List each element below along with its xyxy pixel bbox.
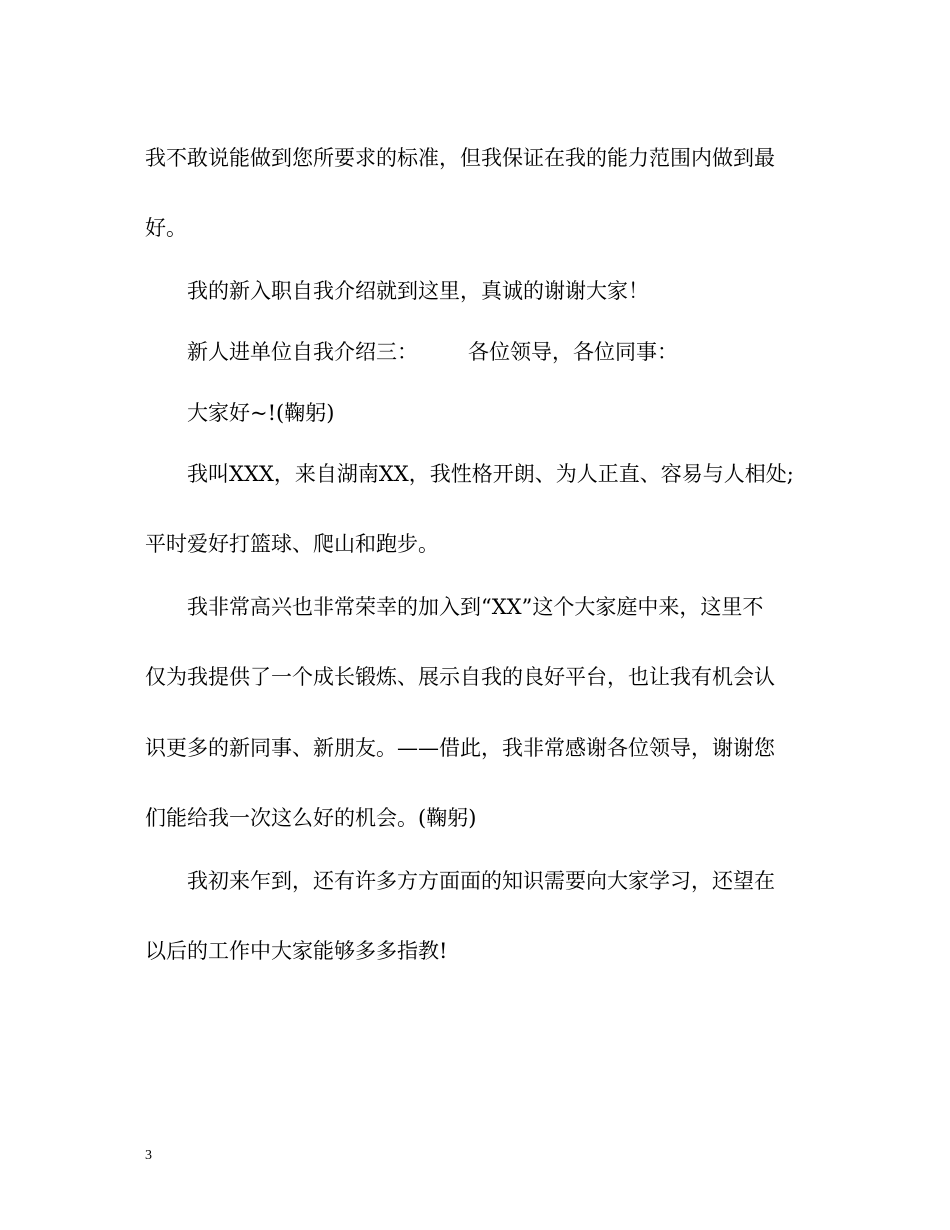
greeting-salutation: 各位领导，各位同事：: [468, 340, 678, 364]
paragraph-line: 们能给我一次这么好的机会。(鞠躬): [145, 806, 477, 830]
paragraph-line: 以后的工作中大家能够多多指教!: [145, 939, 448, 963]
page-number: 3: [145, 1148, 152, 1163]
paragraph-line: 我初来乍到，还有许多方方面面的知识需要向大家学习，还望在: [187, 869, 775, 893]
paragraph-line: 仅为我提供了一个成长锻炼、展示自我的良好平台，也让我有机会认: [145, 665, 775, 689]
section-heading: 新人进单位自我介绍三：: [187, 340, 418, 364]
paragraph-line: 我的新入职自我介绍就到这里，真诚的谢谢大家！: [187, 279, 649, 303]
paragraph-line: 平时爱好打篮球、爬山和跑步。: [145, 532, 439, 556]
paragraph-line: 好。: [145, 216, 187, 240]
paragraph-line: 大家好~!(鞠躬): [187, 401, 335, 425]
paragraph-line: 我不敢说能做到您所要求的标准，但我保证在我的能力范围内做到最: [145, 146, 775, 170]
section-heading-line: [187, 337, 678, 367]
paragraph-line: 识更多的新同事、新朋友。——借此，我非常感谢各位领导，谢谢您: [145, 736, 775, 760]
paragraph-line: 我非常高兴也非常荣幸的加入到“XX”这个大家庭中来，这里不: [187, 595, 764, 619]
paragraph-line: 我叫XXX，来自湖南XX，我性格开朗、为人正直、容易与人相处;: [187, 462, 794, 486]
